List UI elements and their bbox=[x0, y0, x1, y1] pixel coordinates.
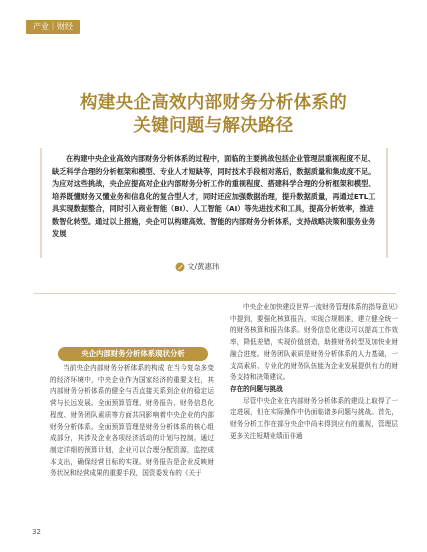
left-paragraph: 当前央企内部财务分析体系的构成 在当今复杂多变的经济环境中，中央企业作为国家经济的重要支柱，其内部财务分析体系的健全与否直接关系到企业的稳定运营与长远发展。全面预算管理、财务报告、财务信息化程度、财务团队素质等方面共同影响着中央企业的内部财务分析体系。全面预算管理是财务分析体系的核心组成部分，其涉及企业各项经济活动的计划与控制。通过制定详细的预算计划，企业可以合理分配资源，监控成本支出，确保经营目标的实现。财务报告是企业反映财务状况和经营成果的重要手段，国资委发布的《关于 bbox=[50, 364, 214, 478]
left-column bbox=[50, 363, 214, 480]
abstract-right-rule bbox=[386, 148, 388, 258]
section-heading: 央企内部财务分析体系现状分析 bbox=[58, 347, 208, 361]
right-column bbox=[230, 302, 398, 442]
abstract-left-rule bbox=[40, 148, 42, 258]
article-title-line1: 构建央企高效内部财务分析体系的 bbox=[80, 93, 347, 113]
section-divider bbox=[34, 293, 396, 294]
abstract-text: 在构建中央企业高效内部财务分析体系的过程中，面临的主要挑战包括企业管理层重视程度不足、缺乏科学合理的分析框架和模型、专业人才短缺等，同时技术手段相对落后，数据质量和集成度不足。为应对这些挑战，央企应提高对企业内部财务分析工作的重视程度、搭建科学合理的分析框架和模型、培养既懂财务又懂业务和信息化的复合型人才，同时还应加强数据治理，提升数据质量，再通过ETL工具实现数据整合，同时引入商业智能（BI）、人工智能（AI）等先进技术和工具，提高分析效率，推进数智化转型。通过以上措施，央企可以构建高效、智能的内部财务分析体系，支持战略决策和服务业务发展 bbox=[52, 154, 376, 238]
author-byline bbox=[175, 261, 220, 272]
author-name: 文/黄惠玮 bbox=[187, 262, 220, 271]
right-paragraph-2: 尽管中央企业在内部财务分析体系的建设上取得了一定进展，但在实际操作中仍面临诸多问题与挑战。首先，财务分析工作在部分央企中尚未得到应有的重视，管理层更多关注短期业绩而非通 bbox=[230, 396, 398, 440]
subheading: 存在的问题与挑战 bbox=[230, 384, 283, 393]
article-title-line2: 关键问题与解决路径 bbox=[133, 116, 294, 136]
section-tag: 产业｜财经 bbox=[26, 20, 80, 34]
pen-icon bbox=[175, 262, 185, 272]
page-number: 32 bbox=[32, 528, 41, 536]
right-paragraph-1: 中央企业加快建设世界一流财务管理体系的指导意见》中提到，要强化核算报告，实现合规精准，建立健全统一的财务核算和报告体系。财务信息化建设可以提高工作效率，降低差错，实现价值创造，助推财务转型及加快业财融合进度。财务团队素质是财务分析体系的人力基础，一支高素质、专业化的财务队伍能为企业发展提供有力的财务支持和决策建议。 bbox=[230, 303, 398, 382]
